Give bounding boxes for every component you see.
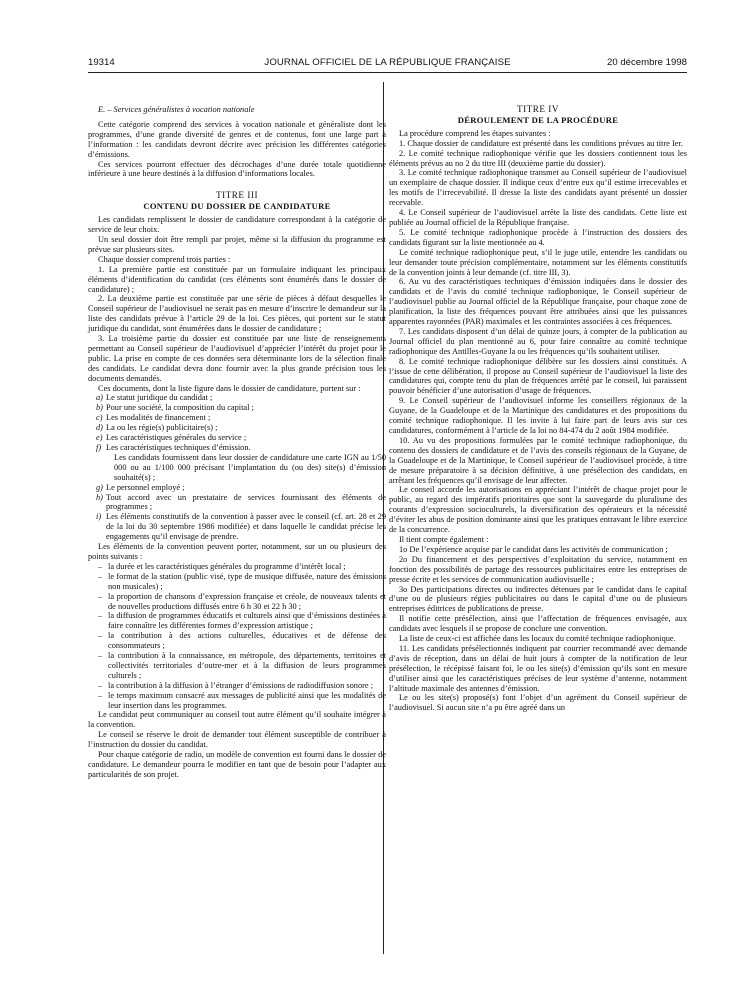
list-item: f) Les caractéristiques techniques d’émission.	[96, 443, 251, 452]
paragraph: La procédure comprend les étapes suivantes :	[399, 128, 551, 138]
left-column	[88, 97, 386, 780]
section-heading: DÉROULEMENT DE LA PROCÉDURE	[457, 114, 619, 125]
paragraph: Le conseil se réserve le droit de demander tout élément susceptible de contribuer à l’instruction du dossier du candidat.	[88, 730, 386, 750]
list-item: c) Les modalités de financement ;	[96, 413, 211, 423]
issue-date: 20 décembre 1998	[606, 57, 687, 68]
paragraph: Cette catégorie comprend des services à vocation nationale et généraliste dont les programmes, d’une grande diversité de genres et de contenus, font une large part à l’information : les candidats devront décrire avec précision les différentes catégories d’émissions.	[88, 119, 386, 159]
section-title: TITRE IV	[516, 104, 559, 114]
paragraph: 3. La troisième partie du dossier est constituée par une liste de renseignements permettant au Conseil supérieur de l’audiovisuel d’apprécier l’intérêt du projet pour le public. La prise en compte de ces données sera déterminante lors de la sélection finale des candidats. Le candidat devra donc fournir avec la plus grande précision tous les documents demandés.	[88, 334, 386, 383]
paragraph: Chaque dossier comprend trois parties :	[98, 254, 231, 264]
list-item: – la durée et les caractéristiques générales du programme d’intérêt local ;	[98, 561, 346, 571]
list-item: – la proportion de chansons d’expression française et créole, de nouveaux talents et de nouvelles productions diffusés entre 6 h 30 et 22 h 30 ;	[98, 591, 386, 611]
paragraph: Ces documents, dont la liste figure dans le dossier de candidature, portent sur :	[98, 383, 361, 393]
paragraph: Pour chaque catégorie de radio, un modèle de convention est fourni dans le dossier de candidature. Le demandeur pourra le modifier en tant que de besoin pour l’adapter aux particularités de son projet.	[88, 750, 386, 779]
subsection-title: E. – Services généralistes à vocation nationale	[98, 105, 255, 114]
paragraph: 2o Du financement et des perspectives d’exploitation du service, notamment en fonction des possibilités de partage des ressources publicitaires entre les entreprises de presse écrite et les services de communication audiovisuelle ;	[389, 554, 687, 584]
paragraph: Le candidat peut communiquer au conseil tout autre élément qu’il souhaite intégrer à la convention.	[88, 710, 386, 730]
paragraph: 2. La deuxième partie est constituée par une série de pièces à défaut desquelles le Conseil supérieur de l’audiovisuel ne serait pas en mesure d’inscrire le demandeur sur la liste des candidats prévue à l’article 29 de la loi. Ces pièces, qui portent sur le statut juridique du candidat, sont énumérées dans le dossier de candidature ;	[88, 294, 386, 334]
paragraph: Le comité technique radiophonique peut, s’il le juge utile, entendre les candidats ou leur demander toute précision complémentaire, notamment sur les éléments constitutifs de la convention joints à leur demande (cf. titre III, 3).	[389, 247, 687, 277]
paragraph: Les candidats fournissent dans leur dossier de candidature une carte IGN au 1/50 000 ou au 1/100 000 précisant l’implantation du (ou des) site(s) d’émission souhaité(s) ;	[114, 452, 386, 482]
paragraph: 5. Le comité technique radiophonique procède à l’instruction des dossiers des candidats figurant sur la liste mentionnée au 4.	[389, 227, 687, 247]
paragraph: 4. Le Conseil supérieur de l’audiovisuel arrête la liste des candidats. Cette liste est publiée au Journal officiel de la République française.	[389, 208, 687, 227]
list-item: b) Pour une société, la composition du capital ;	[96, 403, 254, 413]
paragraph: 6. Au vu des caractéristiques techniques d’émission indiquées dans le dossier des candidats et de l’avis du comité technique radiophonique, le Conseil supérieur de l’audiovisuel publie au Journal officiel de la République française, pour chaque zone de planification, la liste des fréquences pouvant être attribuées ainsi que les puissances apparentes rayonnées (PAR) maximales et les contraintes associées à ces fréquences.	[389, 277, 687, 327]
paragraph: 1. Chaque dossier de candidature est présenté dans les conditions prévues au titre Ier.	[399, 138, 683, 148]
list-item: – la contribution à la diffusion à l’étranger d’émissions de radiodiffusion sonore ;	[98, 680, 374, 690]
page-number: 19314	[88, 57, 115, 68]
list-item: h) Tout accord avec un prestataire de services fournissant des éléments de programmes ;	[96, 492, 386, 512]
list-item: – la diffusion de programmes éducatifs et culturels ainsi que d’émissions destinées à faire connaître les différentes formes d’expression artistique ;	[98, 611, 386, 631]
paragraph: La liste de ceux-ci est affichée dans les locaux du comité technique radiophonique.	[399, 634, 676, 644]
section-title: TITRE III	[216, 190, 258, 201]
list-item: a) Le statut juridique du candidat ;	[96, 393, 213, 403]
paragraph: Un seul dossier doit être rempli par projet, même si la diffusion du programme est prévue sur plusieurs sites.	[88, 234, 386, 254]
paragraph: Les candidats remplissent le dossier de candidature correspondant à la catégorie de service de leur choix.	[88, 215, 386, 235]
right-column	[389, 97, 687, 713]
paragraph: 9. Le Conseil supérieur de l’audiovisuel informe les conseillers régionaux de la Guyane, de la Guadeloupe et de la Martinique des candidatures et des propositions du comité technique radiophonique. Il les invite à lui faire part de leurs avis sur ces candidatures, conformément à l’article de la loi no 84-474 du 2 août 1984 modifiée.	[389, 396, 687, 435]
list-item: – la contribution à des actions culturelles, éducatives et de défense des consommateurs ;	[98, 631, 386, 651]
paragraph: 3o Des participations directes ou indirectes détenues par le candidat dans le capital d’une ou de plusieurs régies publicitaires ou dans le capital d’une ou de plusieurs entreprises éditrices de publications de presse.	[389, 584, 687, 614]
header-rule	[88, 72, 687, 73]
paragraph: 8. Le comité technique radiophonique délibère sur les dossiers ainsi constitués. A l’issue de cette délibération, il propose au Conseil supérieur de l’audiovisuel la liste des candidatures qui, compte tenu du plan de fréquences arrêté par le conseil, lui paraissent pouvoir bénéficier d’une autorisation d’usage de fréquences.	[389, 356, 687, 396]
section-heading: CONTENU DU DOSSIER DE CANDIDATURE	[143, 201, 331, 212]
list-item: i) Les éléments constitutifs de la convention à passer avec le conseil (cf. art. 28 et 29 de la loi du 30 septembre 1986 modifiée) et dans laquelle le candidat précise les engagements qu’il envisage de prendre.	[96, 512, 386, 542]
paragraph: Ces services pourront effectuer des décrochages d’une durée totale quotidienne inférieure à une heure destinés à la diffusion d’informations locales.	[88, 159, 386, 179]
paragraph: Le conseil accorde les autorisations en appréciant l’intérêt de chaque projet pour le public, au regard des impératifs prioritaires que sont la sauvegarde du pluralisme des courants d’expression socioculturels, la diversification des opérateurs et la nécessité d’éviter les abus de position dominante ainsi que les pratiques entravant le libre exercice de la concurrence.	[389, 485, 687, 535]
list-item: – le format de la station (public visé, type de musique diffusée, nature des émissions non musicales) ;	[98, 571, 386, 591]
paragraph: 7. Les candidats disposent d’un délai de quinze jours, à compter de la publication au Journal officiel du plan mentionné au 6, pour faire connaître au comité technique radiophonique des Antilles-Guyane la ou les fréquences qu’ils souhaitent utiliser.	[389, 326, 687, 356]
paragraph: 1. La première partie est constituée par un formulaire indiquant les principaux éléments d’identification du candidat (ces éléments sont énumérés dans le dossier de candidature) ;	[88, 264, 386, 294]
journal-title: JOURNAL OFFICIEL DE LA RÉPUBLIQUE FRANÇAISE	[264, 57, 511, 68]
paragraph: 11. Les candidats présélectionnés indiquent par courrier recommandé avec demande d’avis de réception, dans un délai de huit jours à compter de la notification de leur présélection, le récépissé faisant foi, le ou les site(s) d’émission qu’ils sont en mesure d’utiliser ainsi que les caractéristiques précises de leur système d’antenne, notamment l’altitude maximale des antennes d’émission.	[389, 643, 687, 693]
paragraph: Les éléments de la convention peuvent porter, notamment, sur un ou plusieurs des points suivants :	[88, 542, 386, 561]
paragraph: 3. Le comité technique radiophonique transmet au Conseil supérieur de l’audiovisuel un exemplaire de chaque dossier. Il indique ceux d’entre eux qu’il estime irrecevables et les motifs de l’irrecevabilité. Il dresse la liste des candidats ayant présenté un dossier recevable.	[389, 168, 687, 208]
list-item: e) Les caractéristiques générales du service ;	[96, 433, 247, 443]
list-item: g) Le personnel employé ;	[96, 482, 185, 492]
list-item: – la contribution à la connaissance, en métropole, des départements, territoires et collectivités territoriales d’outre-mer et à la diffusion de leurs programmes culturels ;	[98, 651, 386, 680]
paragraph: 2. Le comité technique radiophonique vérifie que les dossiers contiennent tous les éléments prévus au no 2 du titre III (deuxième partie du dossier).	[389, 148, 687, 168]
list-item: – le temps maximum consacré aux messages de publicité ainsi que les modalités de leur insertion dans les programmes.	[98, 690, 386, 710]
paragraph: Il tient compte également :	[399, 534, 489, 544]
list-item: d) La ou les régie(s) publicitaire(s) ;	[96, 423, 218, 433]
paragraph: 1o De l’expérience acquise par le candidat dans les activités de communication ;	[399, 544, 668, 554]
paragraph: Il notifie cette présélection, ainsi que l’affectation de fréquences envisagée, aux candidats avec lesquels il se propose de conclure une convention.	[389, 614, 687, 634]
paragraph: Le ou les site(s) proposé(s) font l’objet d’un agrément du Conseil supérieur de l’audiovisuel. Si aucun site n’a pu être agréé dans un	[389, 693, 687, 713]
paragraph: 10. Au vu des propositions formulées par le comité technique radiophonique, du contenu des dossiers de candidature et de l’avis des conseils régionaux de la Guyane, de la Guadeloupe et de la Martinique, le Conseil supérieur de l’audiovisuel procède, à titre de mesure préparatoire à sa décision définitive, à une présélection des candidats, en arrêtant les fréquences qu’il envisage de leur affecter.	[389, 435, 687, 485]
page-header	[88, 57, 687, 71]
